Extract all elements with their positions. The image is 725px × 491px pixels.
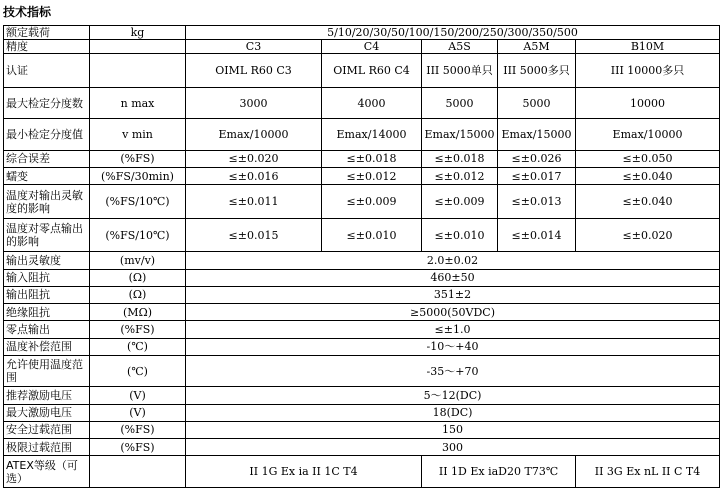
row-zero-output xyxy=(4,321,720,338)
row-unit: (%FS) xyxy=(90,421,186,438)
row-creep xyxy=(4,168,720,185)
row-insulation-resistance xyxy=(4,304,720,321)
row-unit xyxy=(90,456,186,488)
row-label: 零点输出 xyxy=(4,321,90,338)
row-accuracy xyxy=(4,40,720,54)
atex-class-1g: II 1G Ex ia II 1C T4 xyxy=(186,456,422,488)
row-value: ≥5000(50VDC) xyxy=(186,304,720,321)
row-operating-temp xyxy=(4,355,720,386)
cell-a5m: Emax/15000 xyxy=(498,119,576,150)
row-max-excitation xyxy=(4,404,720,421)
row-temp-compensation xyxy=(4,338,720,355)
row-value: 460±50 xyxy=(186,269,720,286)
cell-c4: ≤±0.009 xyxy=(322,185,422,219)
row-unit: (%FS/10℃) xyxy=(90,218,186,252)
row-unit: (℃) xyxy=(90,338,186,355)
cell-c3: OIML R60 C3 xyxy=(186,54,322,88)
row-temp-effect-output xyxy=(4,185,720,219)
row-label: 最小检定分度值 xyxy=(4,119,90,150)
row-ultimate-overload xyxy=(4,439,720,456)
row-value: 300 xyxy=(186,439,720,456)
row-label: 额定载荷 xyxy=(4,26,90,40)
cell-a5s: ≤±0.010 xyxy=(422,218,498,252)
cell-b10m: III 10000多只 xyxy=(576,54,720,88)
cell-a5m: ≤±0.017 xyxy=(498,168,576,185)
cell-a5m: III 5000多只 xyxy=(498,54,576,88)
row-safe-overload xyxy=(4,421,720,438)
row-unit: (Ω) xyxy=(90,269,186,286)
row-unit: (%FS) xyxy=(90,321,186,338)
cell-a5m: ≤±0.013 xyxy=(498,185,576,219)
row-output-resistance xyxy=(4,286,720,303)
cell-c4: 4000 xyxy=(322,87,422,118)
row-combined-error xyxy=(4,150,720,167)
cell-b10m: B10M xyxy=(576,40,720,54)
row-unit: v min xyxy=(90,119,186,150)
row-value: -35～+70 xyxy=(186,355,720,386)
row-unit: (%FS) xyxy=(90,150,186,167)
cell-c4: Emax/14000 xyxy=(322,119,422,150)
page-title: 技术指标 xyxy=(3,5,52,19)
row-label: 推荐激励电压 xyxy=(4,387,90,404)
row-input-resistance xyxy=(4,269,720,286)
row-max-divisions xyxy=(4,87,720,118)
row-atex xyxy=(4,456,720,488)
row-label: 输入阻抗 xyxy=(4,269,90,286)
row-label: 允许使用温度范围 xyxy=(4,355,90,386)
row-unit xyxy=(90,40,186,54)
cell-a5s: III 5000单只 xyxy=(422,54,498,88)
row-unit: (℃) xyxy=(90,355,186,386)
cell-a5m: A5M xyxy=(498,40,576,54)
cell-a5s: Emax/15000 xyxy=(422,119,498,150)
row-label: 精度 xyxy=(4,40,90,54)
row-value: 18(DC) xyxy=(186,404,720,421)
row-value: -10～+40 xyxy=(186,338,720,355)
row-output-sensitivity xyxy=(4,252,720,269)
cell-c4: ≤±0.012 xyxy=(322,168,422,185)
row-label: 绝缘阻抗 xyxy=(4,304,90,321)
capacity-value: 5/10/20/30/50/100/150/200/250/300/350/500 xyxy=(186,26,720,40)
row-value: 2.0±0.02 xyxy=(186,252,720,269)
cell-b10m: 10000 xyxy=(576,87,720,118)
cell-c3: ≤±0.020 xyxy=(186,150,322,167)
row-label: 认证 xyxy=(4,54,90,88)
spec-table xyxy=(3,25,720,488)
row-label: 安全过载范围 xyxy=(4,421,90,438)
row-value: ≤±1.0 xyxy=(186,321,720,338)
row-value: 5～12(DC) xyxy=(186,387,720,404)
row-label: 综合误差 xyxy=(4,150,90,167)
row-label: 输出阻抗 xyxy=(4,286,90,303)
cell-a5s: A5S xyxy=(422,40,498,54)
cell-c4: ≤±0.018 xyxy=(322,150,422,167)
row-unit: (mv/v) xyxy=(90,252,186,269)
row-label: 最大激励电压 xyxy=(4,404,90,421)
row-temp-effect-zero xyxy=(4,218,720,252)
cell-b10m: Emax/10000 xyxy=(576,119,720,150)
row-unit xyxy=(90,54,186,88)
row-unit: n max xyxy=(90,87,186,118)
row-label: 输出灵敏度 xyxy=(4,252,90,269)
cell-c4: ≤±0.010 xyxy=(322,218,422,252)
row-unit: kg xyxy=(90,26,186,40)
cell-a5m: ≤±0.026 xyxy=(498,150,576,167)
cell-c3: 3000 xyxy=(186,87,322,118)
cell-c3: Emax/10000 xyxy=(186,119,322,150)
row-unit: (V) xyxy=(90,387,186,404)
row-unit: (V) xyxy=(90,404,186,421)
row-unit: (%FS) xyxy=(90,439,186,456)
cell-c4: OIML R60 C4 xyxy=(322,54,422,88)
row-label: 温度补偿范围 xyxy=(4,338,90,355)
row-capacity xyxy=(4,26,720,40)
row-label: 温度对输出灵敏度的影响 xyxy=(4,185,90,219)
row-unit: (%FS/10℃) xyxy=(90,185,186,219)
cell-c3: C3 xyxy=(186,40,322,54)
cell-c3: ≤±0.016 xyxy=(186,168,322,185)
cell-c4: C4 xyxy=(322,40,422,54)
cell-a5m: 5000 xyxy=(498,87,576,118)
row-label: 最大检定分度数 xyxy=(4,87,90,118)
cell-b10m: ≤±0.040 xyxy=(576,168,720,185)
cell-c3: ≤±0.015 xyxy=(186,218,322,252)
row-value: 351±2 xyxy=(186,286,720,303)
row-recommended-excitation xyxy=(4,387,720,404)
row-unit: (MΩ) xyxy=(90,304,186,321)
cell-b10m: ≤±0.050 xyxy=(576,150,720,167)
row-value: 150 xyxy=(186,421,720,438)
row-certification xyxy=(4,54,720,88)
row-unit: (%FS/30min) xyxy=(90,168,186,185)
atex-class-3g: II 3G Ex nL II C T4 xyxy=(576,456,720,488)
row-label: 极限过载范围 xyxy=(4,439,90,456)
row-min-division xyxy=(4,119,720,150)
cell-a5s: 5000 xyxy=(422,87,498,118)
cell-a5s: ≤±0.012 xyxy=(422,168,498,185)
cell-b10m: ≤±0.040 xyxy=(576,185,720,219)
cell-a5m: ≤±0.014 xyxy=(498,218,576,252)
row-label: 温度对零点输出的影响 xyxy=(4,218,90,252)
cell-c3: ≤±0.011 xyxy=(186,185,322,219)
cell-a5s: ≤±0.018 xyxy=(422,150,498,167)
row-label: 蠕变 xyxy=(4,168,90,185)
row-label: ATEX等级（可选） xyxy=(4,456,90,488)
row-unit: (Ω) xyxy=(90,286,186,303)
cell-b10m: ≤±0.020 xyxy=(576,218,720,252)
cell-a5s: ≤±0.009 xyxy=(422,185,498,219)
atex-class-1d: II 1D Ex iaD20 T73℃ xyxy=(422,456,576,488)
